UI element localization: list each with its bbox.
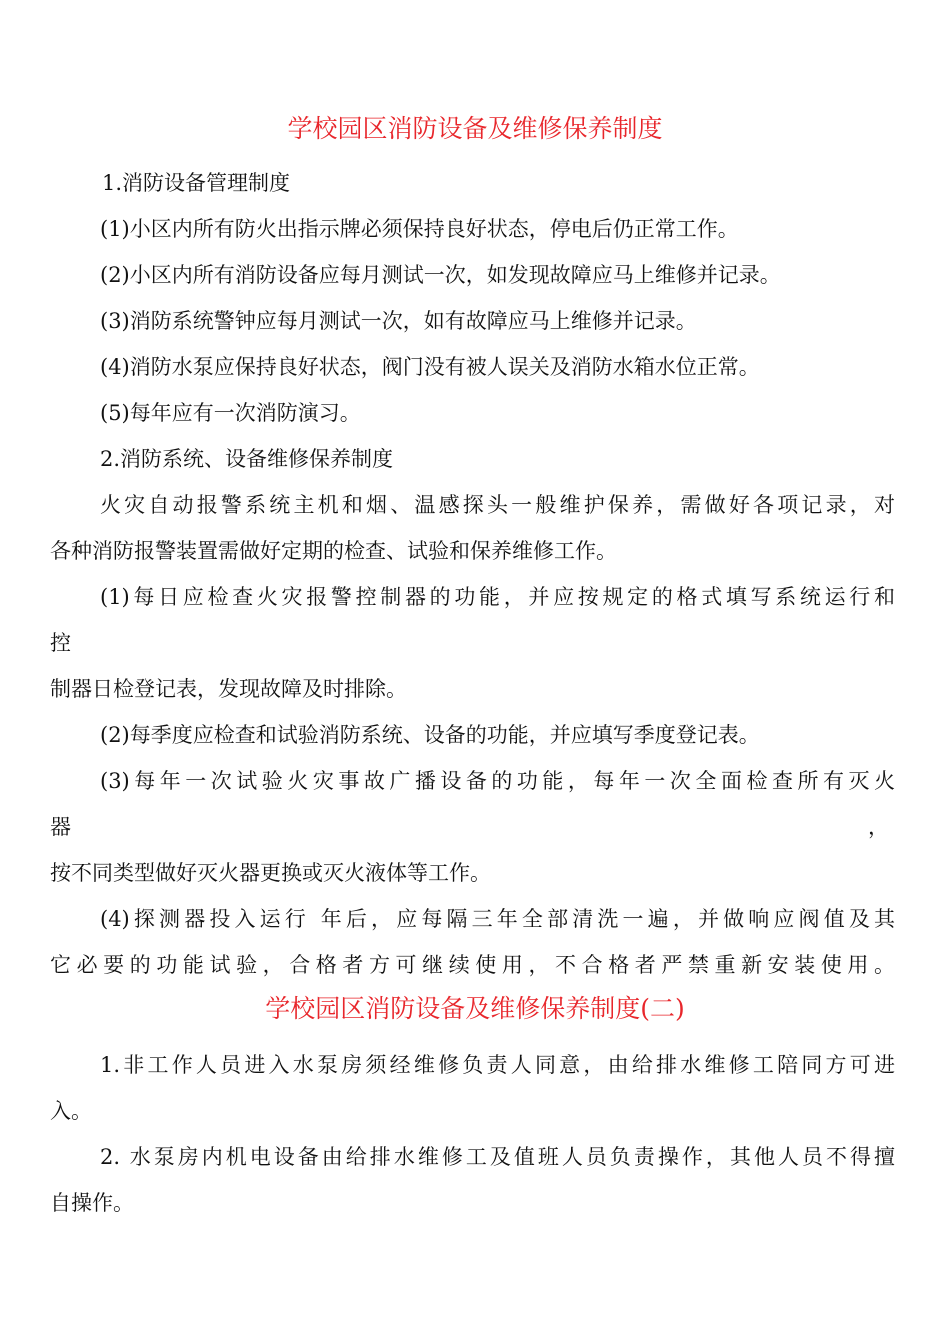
section-2-item-2: (2)每季度应检查和试验消防系统、设备的功能，并应填写季度登记表。 (100, 723, 760, 747)
section-2-item-1-line-1: (1)每日应检查火灾报警控制器的功能，并应按规定的格式填写系统运行和 (100, 585, 895, 609)
section-2-item-4-line-1: (4)探测器投入运行 年后，应每隔三年全部清洗一遍，并做响应阀值及其 (100, 907, 895, 931)
document-subtitle: 学校园区消防设备及维修保养制度(二) (265, 994, 685, 1023)
section-2-item-1-line-3: 制器日检登记表，发现故障及时排除。 (50, 677, 407, 701)
part-2-item-2-line-2: 自操作。 (50, 1191, 134, 1215)
section-1-item-3: (3)消防系统警钟应每月测试一次，如有故障应马上维修并记录。 (100, 309, 697, 333)
section-2-item-1-line-2: 控 (50, 631, 71, 655)
section-2-intro-line-1: 火灾自动报警系统主机和烟、温感探头一般维护保养，需做好各项记录，对 (100, 493, 895, 517)
part-2-item-1-line-2: 入。 (50, 1099, 92, 1123)
section-2-item-3-line-2-start: 器 (50, 815, 71, 839)
section-2-item-3-line-1: (3)每年一次试验火灾事故广播设备的功能，每年一次全面检查所有灭火 (100, 769, 895, 793)
section-1-item-4: (4)消防水泵应保持良好状态，阀门没有被人误关及消防水箱水位正常。 (100, 355, 760, 379)
section-2-item-4-line-2: 它必要的功能试验，合格者方可继续使用，不合格者严禁重新安装使用。 (50, 953, 895, 977)
section-2-heading: 2.消防系统、设备维修保养制度 (100, 447, 394, 471)
section-1-heading: 1.消防设备管理制度 (102, 171, 291, 195)
section-1-item-2: (2)小区内所有消防设备应每月测试一次，如发现故障应马上维修并记录。 (100, 263, 781, 287)
part-2-item-2-line-1: 2. 水泵房内机电设备由给排水维修工及值班人员负责操作，其他人员不得擅 (100, 1145, 895, 1169)
section-2-intro-line-2: 各种消防报警装置需做好定期的检查、试验和保养维修工作。 (50, 539, 617, 563)
section-2-item-3-line-3: 按不同类型做好灭火器更换或灭火液体等工作。 (50, 861, 491, 885)
section-1-item-5: (5)每年应有一次消防演习。 (100, 401, 361, 425)
part-2-item-1-line-1: 1.非工作人员进入水泵房须经维修负责人同意，由给排水维修工陪同方可进 (100, 1053, 895, 1077)
section-2-item-3-line-2-end: ， (868, 815, 889, 839)
section-1-item-1: (1)小区内所有防火出指示牌必须保持良好状态，停电后仍正常工作。 (100, 217, 739, 241)
document-title: 学校园区消防设备及维修保养制度 (287, 114, 663, 143)
